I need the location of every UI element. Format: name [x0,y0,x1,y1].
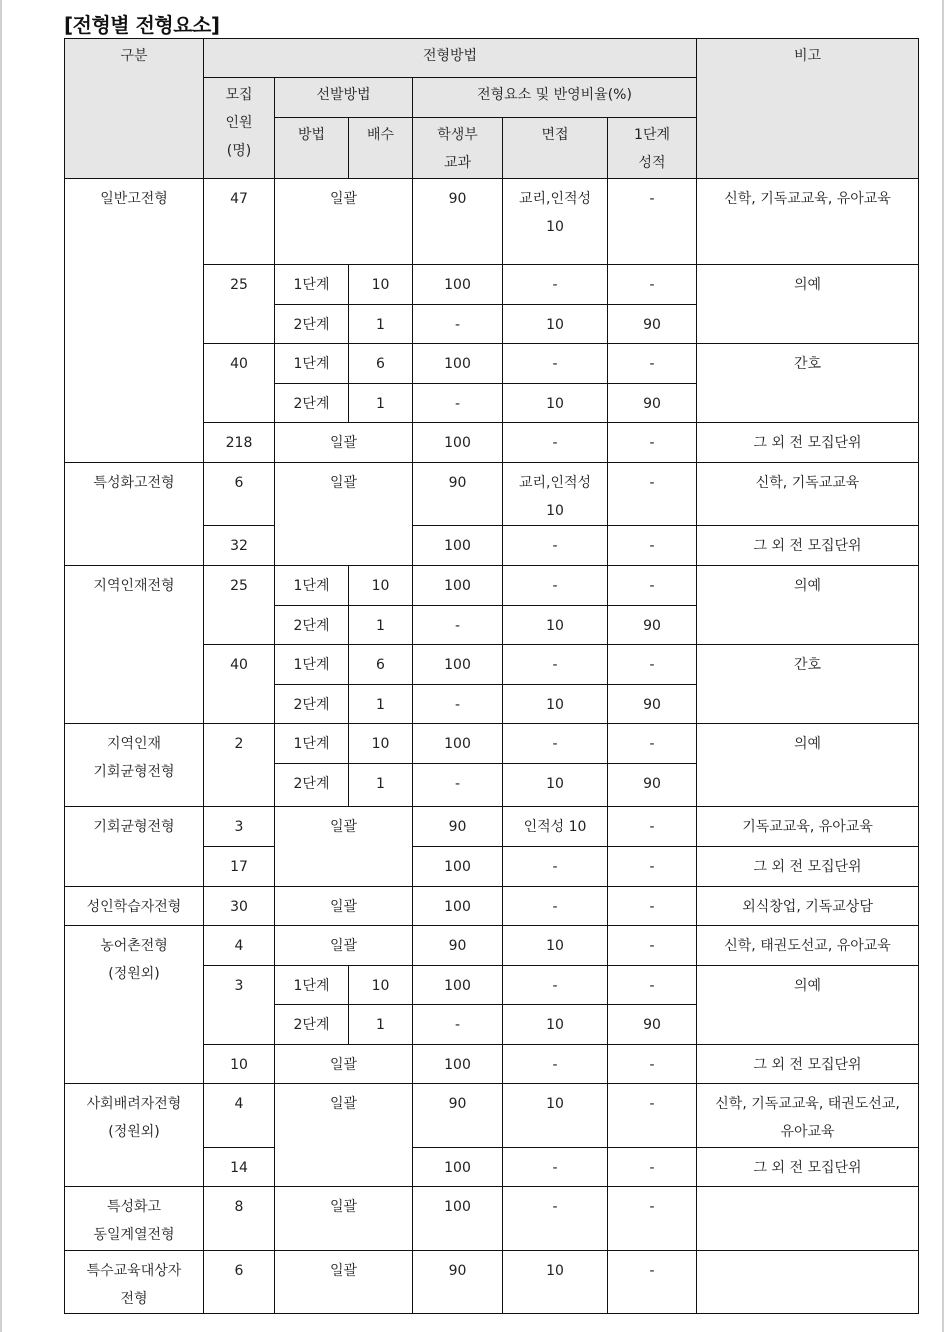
table-cell: 일괄 [275,1084,413,1187]
table-cell: 3 [204,966,275,1045]
table-cell: 일반고전형 [65,179,204,463]
header-record: 학생부 교과 [413,118,503,179]
table-row [65,1084,919,1148]
table-cell: 신학, 기독교교육, 유아교육 [697,179,919,265]
table-cell: 17 [204,847,275,887]
table-cell: 25 [204,566,275,645]
table-cell: 2단계 [275,685,349,724]
table-cell: 1단계 [275,566,349,606]
table-cell: 100 [413,645,503,685]
table-cell: 10 [204,1045,275,1084]
table-cell: 4 [204,1084,275,1148]
table-cell: 2단계 [275,1005,349,1045]
table-cell: - [608,1251,697,1314]
table-row [65,179,919,265]
table-cell: 100 [413,1045,503,1084]
header-quota: 모집 인원 (명) [204,78,275,179]
table-cell: - [503,566,608,606]
table-cell: 4 [204,926,275,966]
table-cell: 교리,인적성 10 [503,179,608,265]
table-cell: 90 [608,1005,697,1045]
table-cell: - [608,807,697,847]
table-cell: 100 [413,966,503,1005]
table-cell: 100 [413,344,503,384]
table-cell: 218 [204,423,275,463]
table-cell: - [503,1045,608,1084]
table-cell: 90 [608,606,697,645]
table-cell: 1 [349,606,413,645]
table-cell: - [608,645,697,685]
table-cell: - [413,685,503,724]
table-cell: 10 [503,926,608,966]
table-cell: 90 [413,179,503,265]
admission-elements-table [64,38,919,1314]
table-cell: 1 [349,384,413,423]
table-cell: 100 [413,423,503,463]
table-cell: 의예 [697,265,919,344]
table-row [65,463,919,526]
table-cell: 90 [608,305,697,344]
table-row [65,1251,919,1314]
table-cell: 100 [413,265,503,305]
header-selection: 선발방법 [275,78,413,118]
table-cell: 일괄 [275,1251,413,1314]
table-cell [697,1187,919,1251]
table-cell: 1 [349,1005,413,1045]
table-cell: - [608,847,697,887]
table-cell: - [413,305,503,344]
table-cell: 90 [608,685,697,724]
table-cell: - [608,463,697,526]
table-cell: 그 외 전 모집단위 [697,526,919,566]
table-cell: 10 [349,566,413,606]
table-cell: 1 [349,685,413,724]
table-cell: - [608,926,697,966]
table-cell: - [503,1148,608,1187]
table-cell: 90 [413,1084,503,1148]
table-cell [697,1251,919,1314]
table-cell: 1 [349,305,413,344]
table-cell: 30 [204,887,275,926]
table-cell: 특수교육대상자 전형 [65,1251,204,1314]
header-remarks: 비고 [697,39,919,179]
header-interview: 면접 [503,118,608,179]
table-cell: 90 [413,463,503,526]
table-row [65,926,919,966]
table-cell: 지역인재전형 [65,566,204,724]
table-cell: 인적성 10 [503,807,608,847]
table-row [65,1187,919,1251]
table-cell: 일괄 [275,1045,413,1084]
table-cell: - [413,764,503,807]
table-cell: 사회배려자전형 (정원외) [65,1084,204,1187]
table-cell: 3 [204,807,275,847]
table-cell: - [503,966,608,1005]
table-cell: 성인학습자전형 [65,887,204,926]
table-cell: 일괄 [275,179,413,265]
table-cell: - [608,887,697,926]
table-cell: 간호 [697,344,919,423]
table-cell: - [608,966,697,1005]
table-cell: - [608,179,697,265]
table-cell: 의예 [697,966,919,1045]
table-cell: 100 [413,1148,503,1187]
header-stage1: 1단계 성적 [608,118,697,179]
table-cell: 2단계 [275,384,349,423]
table-cell: 90 [413,807,503,847]
table-cell: 신학, 기독교교육, 태권도선교, 유아교육 [697,1084,919,1148]
table-cell: 그 외 전 모집단위 [697,1045,919,1084]
table-cell: 10 [503,685,608,724]
table-cell: 일괄 [275,1187,413,1251]
table-cell: 100 [413,724,503,764]
table-cell: 그 외 전 모집단위 [697,847,919,887]
table-cell: - [608,344,697,384]
header-method-group: 전형방법 [204,39,697,78]
table-cell: 그 외 전 모집단위 [697,1148,919,1187]
table-cell: 14 [204,1148,275,1187]
table-row [65,887,919,926]
table-cell: - [503,265,608,305]
table-cell: 1단계 [275,724,349,764]
header-method: 방법 [275,118,349,179]
table-cell: 신학, 태권도선교, 유아교육 [697,926,919,966]
table-cell: 47 [204,179,275,265]
table-cell: 교리,인적성 10 [503,463,608,526]
table-cell: 특성화고전형 [65,463,204,566]
table-cell: 일괄 [275,807,413,887]
table-cell: 10 [503,1084,608,1148]
table-row [65,807,919,847]
table-cell: 10 [503,1005,608,1045]
header-multiple: 배수 [349,118,413,179]
table-cell: - [413,384,503,423]
table-cell: - [503,423,608,463]
table-row [65,724,919,764]
table-cell: 간호 [697,645,919,724]
table-cell: 10 [503,384,608,423]
table-cell: 1단계 [275,265,349,305]
table-cell: 농어촌전형 (정원외) [65,926,204,1084]
table-cell: 특성화고 동일계열전형 [65,1187,204,1251]
table-cell: 1단계 [275,344,349,384]
table-cell: - [503,724,608,764]
table-cell: 2단계 [275,305,349,344]
table-cell: 32 [204,526,275,566]
header-elements: 전형요소 및 반영비율(%) [413,78,697,118]
table-cell: 100 [413,887,503,926]
table-row [65,566,919,606]
table-cell: - [608,1148,697,1187]
table-cell: - [503,887,608,926]
table-cell: 1단계 [275,966,349,1005]
table-cell: - [608,423,697,463]
table-cell: 신학, 기독교교육 [697,463,919,526]
table-cell: - [608,526,697,566]
table-cell: - [608,1187,697,1251]
table-cell: - [413,1005,503,1045]
table-cell: 40 [204,645,275,724]
table-cell: 100 [413,526,503,566]
header-category: 구분 [65,39,204,179]
table-cell: - [503,344,608,384]
table-cell: 외식창업, 기독교상담 [697,887,919,926]
section-title: [전형별 전형요소] [64,13,220,37]
table-cell: 6 [349,645,413,685]
table-cell: 10 [503,305,608,344]
table-cell: - [413,606,503,645]
table-cell: 기회균형전형 [65,807,204,887]
table-cell: 10 [349,966,413,1005]
table-cell: 의예 [697,566,919,645]
table-cell: 그 외 전 모집단위 [697,423,919,463]
table-cell: 지역인재 기회균형전형 [65,724,204,807]
table-cell: 10 [349,265,413,305]
table-cell: - [503,847,608,887]
table-cell: 90 [413,926,503,966]
table-cell: 2단계 [275,764,349,807]
table-cell: 100 [413,847,503,887]
table-cell: 1단계 [275,645,349,685]
table-cell: 100 [413,566,503,606]
table-cell: 2단계 [275,606,349,645]
table-cell: 10 [349,724,413,764]
table-cell: 90 [608,764,697,807]
table-cell: 8 [204,1187,275,1251]
table-cell: 일괄 [275,887,413,926]
table-cell: 25 [204,265,275,344]
table-cell: 일괄 [275,926,413,966]
table-cell: 10 [503,606,608,645]
table-cell: - [608,566,697,606]
table-cell: - [608,265,697,305]
table-cell: - [503,645,608,685]
table-cell: 일괄 [275,423,413,463]
table-cell: 10 [503,764,608,807]
table-cell: - [608,1045,697,1084]
table-cell: - [608,1084,697,1148]
table-cell: 90 [608,384,697,423]
table-cell: 10 [503,1251,608,1314]
table-cell: 6 [349,344,413,384]
table-cell: 100 [413,1187,503,1251]
table-cell: - [608,724,697,764]
table-cell: 6 [204,463,275,526]
table-cell: 의예 [697,724,919,807]
table-cell: 6 [204,1251,275,1314]
table-cell: - [503,526,608,566]
table-cell: 2 [204,724,275,807]
table-cell: 기독교교육, 유아교육 [697,807,919,847]
table-cell: 40 [204,344,275,423]
table-body [65,179,919,1314]
table-cell: - [503,1187,608,1251]
window-edge-left [0,0,2,1332]
table-cell: 일괄 [275,463,413,566]
table-cell: 1 [349,764,413,807]
table-cell: 90 [413,1251,503,1314]
